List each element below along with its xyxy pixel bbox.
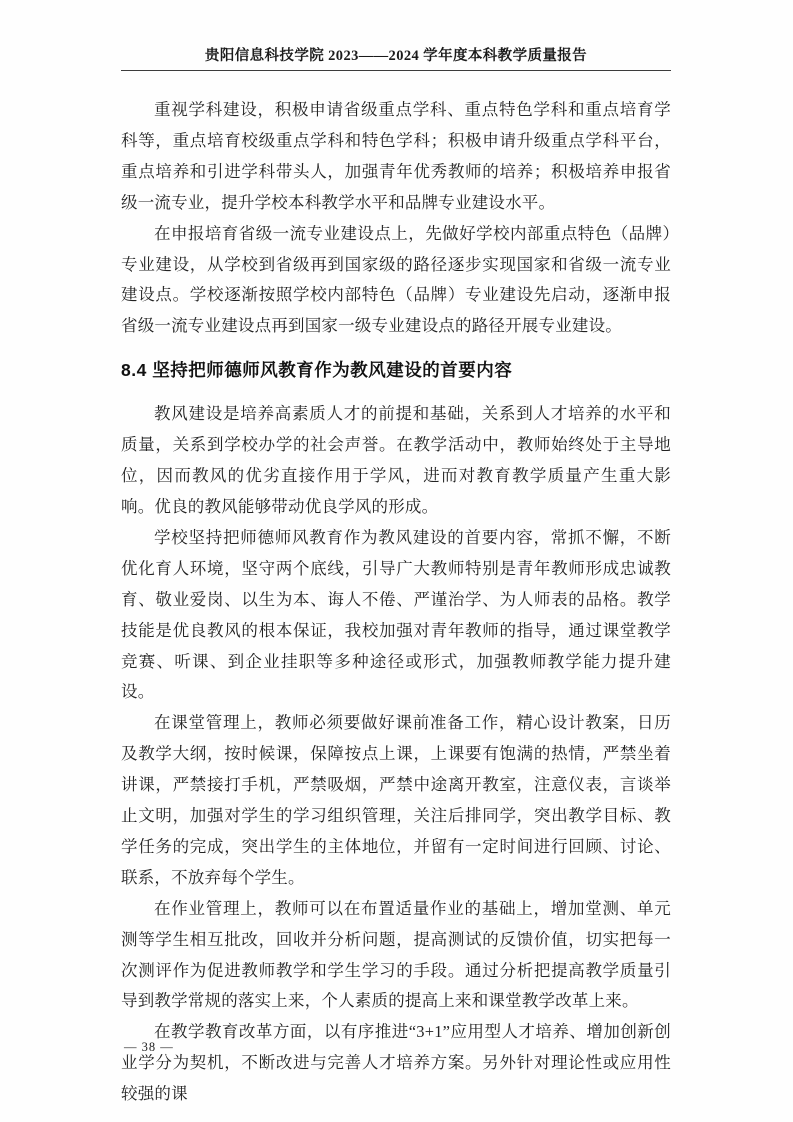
header-divider: [121, 70, 671, 71]
paragraph-first-class-majors: 在申报培育省级一流专业建设点上，先做好学校内部重点特色（品牌）专业建设，从学校到省级再到国家级的路径逐步实现国家和省级一流专业建设点。学校逐渐按照学校内部特色（品牌）专业建设先启动，逐渐申报省级一流专业建设点再到国家一级专业建设点的路径开展专业建设。: [121, 223, 671, 336]
paragraph-discipline-building: 重视学科建设，积极申请省级重点学科、重点特色学科和重点培育学科等，重点培育校级重点学科和特色学科；积极申请升级重点学科平台，重点培养和引进学科带头人，加强青年优秀教师的培养；积极培养申报省级一流专业，提升学校本科教学水平和品牌专业建设水平。: [121, 100, 671, 212]
paragraph-teacher-ethics: 学校坚持把师德师风教育作为教风建设的首要内容，常抓不懈，不断优化育人环境，坚守两个底线，引导广大教师特别是青年教师形成忠诚教育、敬业爱岗、以生为本、诲人不倦、严谨治学、为人师表的品格。教学技能是优良教风的根本保证，我校加强对青年教师的指导，通过课堂教学竞赛、听课、到企业挂职等多种途径或形式，加强教师教学能力提升建设。: [121, 527, 671, 702]
page-content: [121, 95, 671, 1110]
paragraph-classroom-management: 在课堂管理上，教师必须要做好课前准备工作，精心设计教案，日历及教学大纲，按时候课，保障按点上课，上课要有饱满的热情，严禁坐着讲课，严禁接打手机，严禁吸烟，严禁中途离开教室，注意仪表，言谈举止文明，加强对学生的学习组织管理，关注后排同学，突出教学目标、教学任务的完成，突出学生的主体地位，并留有一定时间进行回顾、讨论、联系，不放弃每个学生。: [121, 713, 671, 887]
header-title: 贵阳信息科技学院 2023——2024 学年度本科教学质量报告: [204, 48, 588, 64]
page-footer: [124, 1040, 174, 1055]
page-number: — 38 —: [124, 1040, 174, 1054]
paragraph-teaching-style-foundation: 教风建设是培养高素质人才的前提和基础，关系到人才培养的水平和质量，关系到学校办学的社会声誉。在教学活动中，教师始终处于主导地位，因而教风的优劣直接作用于学风，进而对教育教学质量产生重大影响。优良的教风能够带动优良学风的形成。: [121, 404, 671, 516]
paragraph-homework-management: 在作业管理上，教师可以在布置适量作业的基础上，增加堂测、单元测等学生相互批改，回收并分析问题，提高测试的反馈价值，切实把每一次测评作为促进教师教学和学生学习的手段。通过分析把提高教学质量引导到教学常规的落实上来，个人素质的提高上来和课堂教学改革上来。: [121, 898, 671, 1011]
page-header: [121, 44, 671, 79]
section-heading-8-4: 8.4 坚持把师德师风教育作为教风建设的首要内容: [121, 360, 513, 381]
paragraph-teaching-reform: 在教学教育改革方面，以有序推进“3+1”应用型人才培养、增加创新创业学分为契机，不断改进与完善人才培养方案。另外针对理论性或应用性较强的课: [121, 1022, 671, 1104]
